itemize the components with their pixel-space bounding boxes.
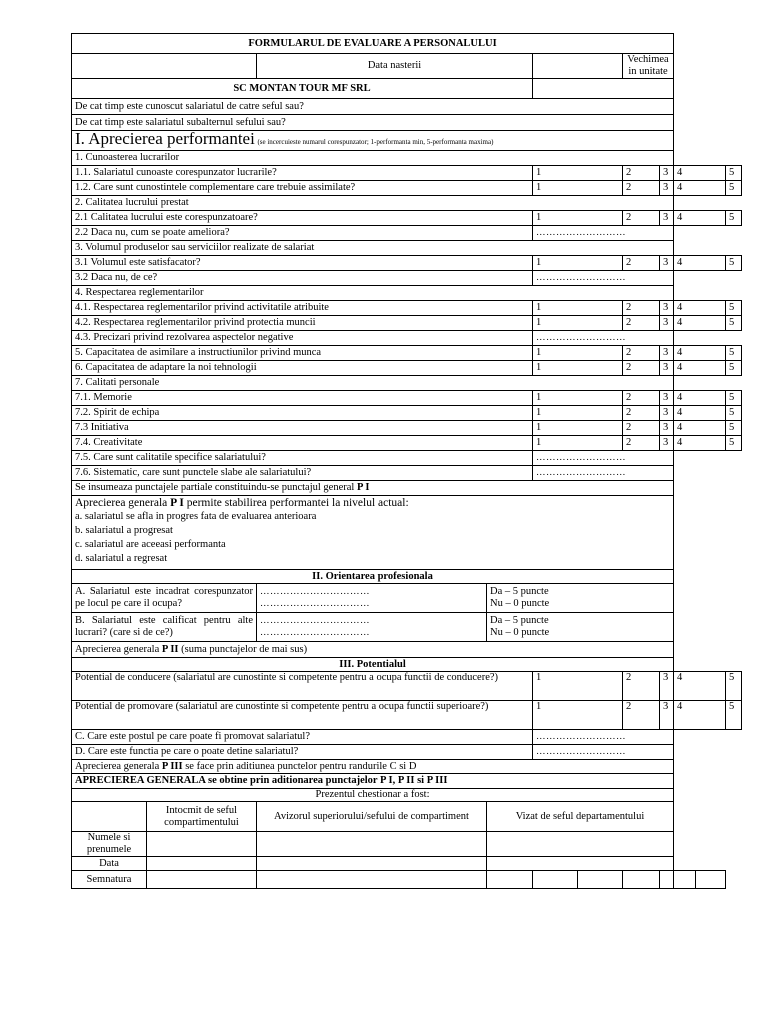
criteria-row-18-label: 7.2. Spirit de echipa [72, 406, 533, 421]
orientation-a-no[interactable]: Nu – 0 puncte [490, 598, 550, 609]
criteria-row-16-heading: 7. Calitati personale [72, 376, 674, 391]
criteria-row-22-answer-field[interactable]: ……………………… [533, 466, 674, 481]
orientation-b-no[interactable]: Nu – 0 puncte [490, 627, 550, 638]
criteria-row-12-label: 4.2. Respectarea reglementarilor privind protectia muncii [72, 316, 533, 331]
promotion-post-spacer [674, 730, 742, 745]
name-field[interactable] [72, 54, 257, 79]
signature-row-2-endorsed-field[interactable] [257, 857, 487, 871]
criteria-row-19-score-3[interactable]: 3 [660, 421, 674, 436]
criteria-row-5-label: 2.1 Calitatea lucrului este corespunzatoare? [72, 211, 533, 226]
leadership-potential-score-2[interactable]: 2 [623, 672, 660, 701]
criteria-row-21-label: 7.5. Care sunt calitatile specifice salariatului? [72, 451, 533, 466]
criteria-row-20-score-3[interactable]: 3 [660, 436, 674, 451]
criteria-row-6-spacer [674, 226, 742, 241]
general-p2-bold: P II [161, 643, 179, 655]
criteria-row-12-score-2[interactable]: 2 [623, 316, 660, 331]
promotion-potential-score-5[interactable]: 5 [726, 701, 742, 730]
general-p1-spacer [674, 496, 742, 570]
signature-row-2-approved-field[interactable] [487, 857, 674, 871]
criteria-row-5-score-2[interactable]: 2 [623, 211, 660, 226]
orientation-a-spacer [674, 584, 742, 613]
leadership-potential-label: Potential de conducere (salariatul are cunostinte si competente pentru a ocupa functii de conducere?) [72, 672, 533, 701]
criteria-row-4-heading: 2. Calitatea lucrului prestat [72, 196, 674, 211]
signature-row-3-cell-1[interactable] [487, 871, 533, 889]
criteria-row-5-score-1[interactable]: 1 [533, 211, 623, 226]
section-1-header [72, 131, 674, 151]
p1-sum-bold: P I [356, 482, 370, 493]
general-p1-intro: Aprecierea generala P I permite stabilirea performantei la nivelul actual: [75, 497, 409, 509]
orientation-a-question: A. Salariatul este incadrat corespunzator pe locul pe care il ocupa? [72, 584, 257, 613]
criteria-row-21-spacer [674, 451, 742, 466]
signature-row-3-cell-3[interactable] [578, 871, 623, 889]
possible-function-answer-field[interactable]: ……………………… [533, 745, 674, 760]
subordinate-question: De cat timp este salariatul subalternul sefului sau? [72, 115, 674, 131]
criteria-row-11-label: 4.1. Respectarea reglementarilor privind activitatile atribuite [72, 301, 533, 316]
criteria-row-8-label: 3.1 Volumul este satisfacator? [72, 256, 533, 271]
criteria-row-10-spacer [674, 286, 742, 301]
prepared-by-label: Prezentul chestionar a fost: [72, 789, 674, 802]
criteria-row-12-score-4[interactable]: 4 [674, 316, 726, 331]
criteria-row-5-score-3[interactable]: 3 [660, 211, 674, 226]
criteria-row-5-score-5[interactable]: 5 [726, 211, 742, 226]
criteria-row-17-score-3[interactable]: 3 [660, 391, 674, 406]
criteria-row-2-score-2[interactable]: 2 [623, 166, 660, 181]
promotion-post-answer-field[interactable]: ……………………… [533, 730, 674, 745]
criteria-row-3-label: 1.2. Care sunt cunostintele complementare care trebuie assimilate? [72, 181, 533, 196]
general-p2-spacer [674, 642, 742, 658]
leadership-potential-score-1[interactable]: 1 [533, 672, 623, 701]
prepared-spacer [674, 789, 742, 802]
leadership-potential-score-5[interactable]: 5 [726, 672, 742, 701]
orientation-b-points[interactable] [487, 613, 674, 642]
signature-row-2-prepared-field[interactable] [147, 857, 257, 871]
signature-corner [72, 802, 147, 832]
criteria-row-9-spacer [674, 271, 742, 286]
criteria-row-14-score-5[interactable]: 5 [726, 346, 742, 361]
general-p1-option-3: c. salariatul are aceeasi performanta [75, 539, 226, 550]
section-2-title: II. Orientarea profesionala [72, 570, 674, 584]
criteria-row-12-score-5[interactable]: 5 [726, 316, 742, 331]
signature-col-prepared: Intocmit de seful compartimentului [147, 802, 257, 832]
criteria-row-4-spacer [674, 196, 742, 211]
criteria-row-8-score-2[interactable]: 2 [623, 256, 660, 271]
criteria-row-11-score-2[interactable]: 2 [623, 301, 660, 316]
criteria-row-6-answer-field[interactable]: ……………………… [533, 226, 674, 241]
criteria-row-15-score-4[interactable]: 4 [674, 361, 726, 376]
criteria-row-17-score-1[interactable]: 1 [533, 391, 623, 406]
signature-row-1-endorsed-field[interactable] [257, 832, 487, 857]
criteria-row-19-score-5[interactable]: 5 [726, 421, 742, 436]
general-p1-bold: P I [170, 497, 184, 509]
criteria-row-12-score-3[interactable]: 3 [660, 316, 674, 331]
criteria-row-22-spacer [674, 466, 742, 481]
criteria-row-17-score-5[interactable]: 5 [726, 391, 742, 406]
signature-row-1-approved-field[interactable] [487, 832, 674, 857]
signature-col-approved: Vizat de seful departamentului [487, 802, 674, 832]
company-name: SC MONTAN TOUR MF SRL [72, 79, 533, 99]
signature-row-3-cell-4[interactable] [623, 871, 660, 889]
criteria-row-15-score-2[interactable]: 2 [623, 361, 660, 376]
criteria-row-18-score-3[interactable]: 3 [660, 406, 674, 421]
criteria-row-13-spacer [674, 331, 742, 346]
criteria-row-8-score-1[interactable]: 1 [533, 256, 623, 271]
criteria-row-19-score-1[interactable]: 1 [533, 421, 623, 436]
criteria-row-14-score-2[interactable]: 2 [623, 346, 660, 361]
criteria-row-3-score-1[interactable]: 1 [533, 181, 623, 196]
criteria-row-8-score-5[interactable]: 5 [726, 256, 742, 271]
criteria-row-17-label: 7.1. Memorie [72, 391, 533, 406]
criteria-row-17-score-4[interactable]: 4 [674, 391, 726, 406]
criteria-row-10-heading: 4. Respectarea reglementarilor [72, 286, 674, 301]
known-by-boss-question: De cat timp este cunoscut salariatul de catre seful sau? [72, 99, 674, 115]
section-2-spacer [674, 570, 742, 584]
possible-function-question: D. Care este functia pe care o poate detine salariatul? [72, 745, 533, 760]
criteria-row-18-score-2[interactable]: 2 [623, 406, 660, 421]
criteria-row-20-score-2[interactable]: 2 [623, 436, 660, 451]
date-of-birth-label: Data nasterii [257, 54, 533, 79]
signature-row-3-endorsed-field[interactable] [257, 871, 487, 889]
criteria-row-2-score-5[interactable]: 5 [726, 166, 742, 181]
promotion-potential-score-4[interactable]: 4 [674, 701, 726, 730]
overall-assessment: APRECIEREA GENERALA se obtine prin aditionarea punctajelor P I, P II si P III [72, 774, 674, 789]
criteria-row-18-score-5[interactable]: 5 [726, 406, 742, 421]
criteria-row-14-label: 5. Capacitatea de asimilare a instructiunilor privind munca [72, 346, 533, 361]
orientation-b-question: B. Salariatul este calificat pentru alte lucrari? (care si de ce?) [72, 613, 257, 642]
criteria-row-15-label: 6. Capacitatea de adaptare la noi tehnologii [72, 361, 533, 376]
criteria-row-19-score-2[interactable]: 2 [623, 421, 660, 436]
criteria-row-20-score-5[interactable]: 5 [726, 436, 742, 451]
section-3-title: III. Potentialul [72, 658, 674, 672]
seniority-field[interactable] [533, 79, 674, 99]
general-p1-block [72, 496, 674, 570]
criteria-row-20-score-1[interactable]: 1 [533, 436, 623, 451]
signature-row-3-cell-2[interactable] [533, 871, 578, 889]
criteria-row-11-score-1[interactable]: 1 [533, 301, 623, 316]
orientation-b-dots-1: …………………………… [260, 616, 370, 626]
criteria-row-6-label: 2.2 Daca nu, cum se poate ameliora? [72, 226, 533, 241]
criteria-row-15-score-1[interactable]: 1 [533, 361, 623, 376]
criteria-row-7-spacer [674, 241, 742, 256]
orientation-b-dots-2: …………………………… [260, 628, 370, 638]
orientation-b-yes[interactable]: Da – 5 puncte [490, 615, 549, 626]
criteria-row-19-score-4[interactable]: 4 [674, 421, 726, 436]
p1-sum-note: Se insumeaza punctajele partiale constituindu-se punctajul general P I [72, 481, 674, 496]
orientation-a-answer-field[interactable] [257, 584, 487, 613]
criteria-row-9-answer-field[interactable]: ……………………… [533, 271, 674, 286]
criteria-row-2-score-1[interactable]: 1 [533, 166, 623, 181]
criteria-row-13-answer-field[interactable]: ……………………… [533, 331, 674, 346]
general-p3-bold: P III [161, 760, 183, 772]
signature-row-3-prepared-field[interactable] [147, 871, 257, 889]
criteria-row-18-score-1[interactable]: 1 [533, 406, 623, 421]
criteria-row-17-score-2[interactable]: 2 [623, 391, 660, 406]
section-1-title: I. Aprecierea performantei [75, 130, 255, 148]
criteria-row-7-heading: 3. Volumul produselor sau serviciilor realizate de salariat [72, 241, 674, 256]
criteria-row-14-score-1[interactable]: 1 [533, 346, 623, 361]
orientation-b-spacer [674, 613, 742, 642]
signature-row-2-spacer [674, 857, 742, 871]
criteria-row-12-score-1[interactable]: 1 [533, 316, 623, 331]
signature-head-spacer [674, 802, 742, 832]
general-p1-option-4: d. salariatul a regresat [75, 553, 168, 564]
signature-row-1-prepared-field[interactable] [147, 832, 257, 857]
criteria-row-15-score-5[interactable]: 5 [726, 361, 742, 376]
possible-function-spacer [674, 745, 742, 760]
signature-row-2-label: Data [72, 857, 147, 871]
criteria-row-1-spacer [674, 151, 742, 166]
date-of-birth-field[interactable] [533, 54, 623, 79]
criteria-row-3-score-5[interactable]: 5 [726, 181, 742, 196]
general-p1-option-1: a. salariatul se afla in progres fata de evaluarea anterioara [75, 511, 317, 522]
criteria-row-8-score-3[interactable]: 3 [660, 256, 674, 271]
criteria-row-15-score-3[interactable]: 3 [660, 361, 674, 376]
signature-row-1-label: Numele si prenumele [72, 832, 147, 857]
criteria-row-8-score-4[interactable]: 4 [674, 256, 726, 271]
criteria-row-14-score-3[interactable]: 3 [660, 346, 674, 361]
signature-row-3-cell-6[interactable] [674, 871, 696, 889]
general-p2: Aprecierea generala P II (suma punctajelor de mai sus) [72, 642, 674, 658]
criteria-row-3-score-4[interactable]: 4 [674, 181, 726, 196]
promotion-potential-score-1[interactable]: 1 [533, 701, 623, 730]
leadership-potential-score-4[interactable]: 4 [674, 672, 726, 701]
criteria-row-13-label: 4.3. Precizari privind rezolvarea aspectelor negative [72, 331, 533, 346]
general-p3-spacer [674, 760, 742, 774]
criteria-row-18-score-4[interactable]: 4 [674, 406, 726, 421]
criteria-row-3-score-3[interactable]: 3 [660, 181, 674, 196]
orientation-a-dots-2: …………………………… [260, 599, 370, 609]
leadership-potential-score-3[interactable]: 3 [660, 672, 674, 701]
promotion-potential-score-3[interactable]: 3 [660, 701, 674, 730]
criteria-row-22-label: 7.6. Sistematic, care sunt punctele slabe ale salariatului? [72, 466, 533, 481]
promotion-potential-label: Potential de promovare (salariatul are cunostinte si competente pentru a ocupa functii superioare?) [72, 701, 533, 730]
criteria-row-1-heading: 1. Cunoasterea lucrarilor [72, 151, 674, 166]
criteria-row-5-score-4[interactable]: 4 [674, 211, 726, 226]
promotion-post-question: C. Care este postul pe care poate fi promovat salariatul? [72, 730, 533, 745]
section-1-note: (se incercuieste numarul corespunzator; 1-performanta min, 5-performanta maxima) [257, 138, 494, 146]
signature-row-1-spacer [674, 832, 742, 857]
criteria-row-11-score-4[interactable]: 4 [674, 301, 726, 316]
p1-sum-spacer [674, 481, 742, 496]
criteria-row-21-answer-field[interactable]: ……………………… [533, 451, 674, 466]
orientation-a-yes[interactable]: Da – 5 puncte [490, 586, 549, 597]
criteria-row-2-label: 1.1. Salariatul cunoaste corespunzator lucrarile? [72, 166, 533, 181]
criteria-row-2-score-4[interactable]: 4 [674, 166, 726, 181]
criteria-row-14-score-4[interactable]: 4 [674, 346, 726, 361]
criteria-row-19-label: 7.3 Initiativa [72, 421, 533, 436]
criteria-row-11-score-3[interactable]: 3 [660, 301, 674, 316]
promotion-potential-score-2[interactable]: 2 [623, 701, 660, 730]
section-3-spacer [674, 658, 742, 672]
orientation-b-answer-field[interactable] [257, 613, 487, 642]
signature-row-3-label: Semnatura [72, 871, 147, 889]
general-p3: Aprecierea generala P III se face prin aditiunea punctelor pentru randurile C si D [72, 760, 674, 774]
evaluation-form [71, 33, 742, 889]
seniority-label: Vechimea in unitate [623, 54, 674, 79]
signature-row-3-cell-5[interactable] [660, 871, 674, 889]
criteria-row-20-label: 7.4. Creativitate [72, 436, 533, 451]
orientation-a-dots-1: …………………………… [260, 587, 370, 597]
signature-col-endorsed: Avizorul superiorului/sefului de compartiment [257, 802, 487, 832]
criteria-row-16-spacer [674, 376, 742, 391]
criteria-row-11-score-5[interactable]: 5 [726, 301, 742, 316]
signature-row-3-cell-7[interactable] [696, 871, 726, 889]
general-p1-option-2: b. salariatul a progresat [75, 525, 173, 536]
form-title: FORMULARUL DE EVALUARE A PERSONALULUI [72, 34, 674, 54]
criteria-row-20-score-4[interactable]: 4 [674, 436, 726, 451]
criteria-row-3-score-2[interactable]: 2 [623, 181, 660, 196]
criteria-row-2-score-3[interactable]: 3 [660, 166, 674, 181]
criteria-row-9-label: 3.2 Daca nu, de ce? [72, 271, 533, 286]
orientation-a-points[interactable] [487, 584, 674, 613]
overall-spacer [674, 774, 742, 789]
